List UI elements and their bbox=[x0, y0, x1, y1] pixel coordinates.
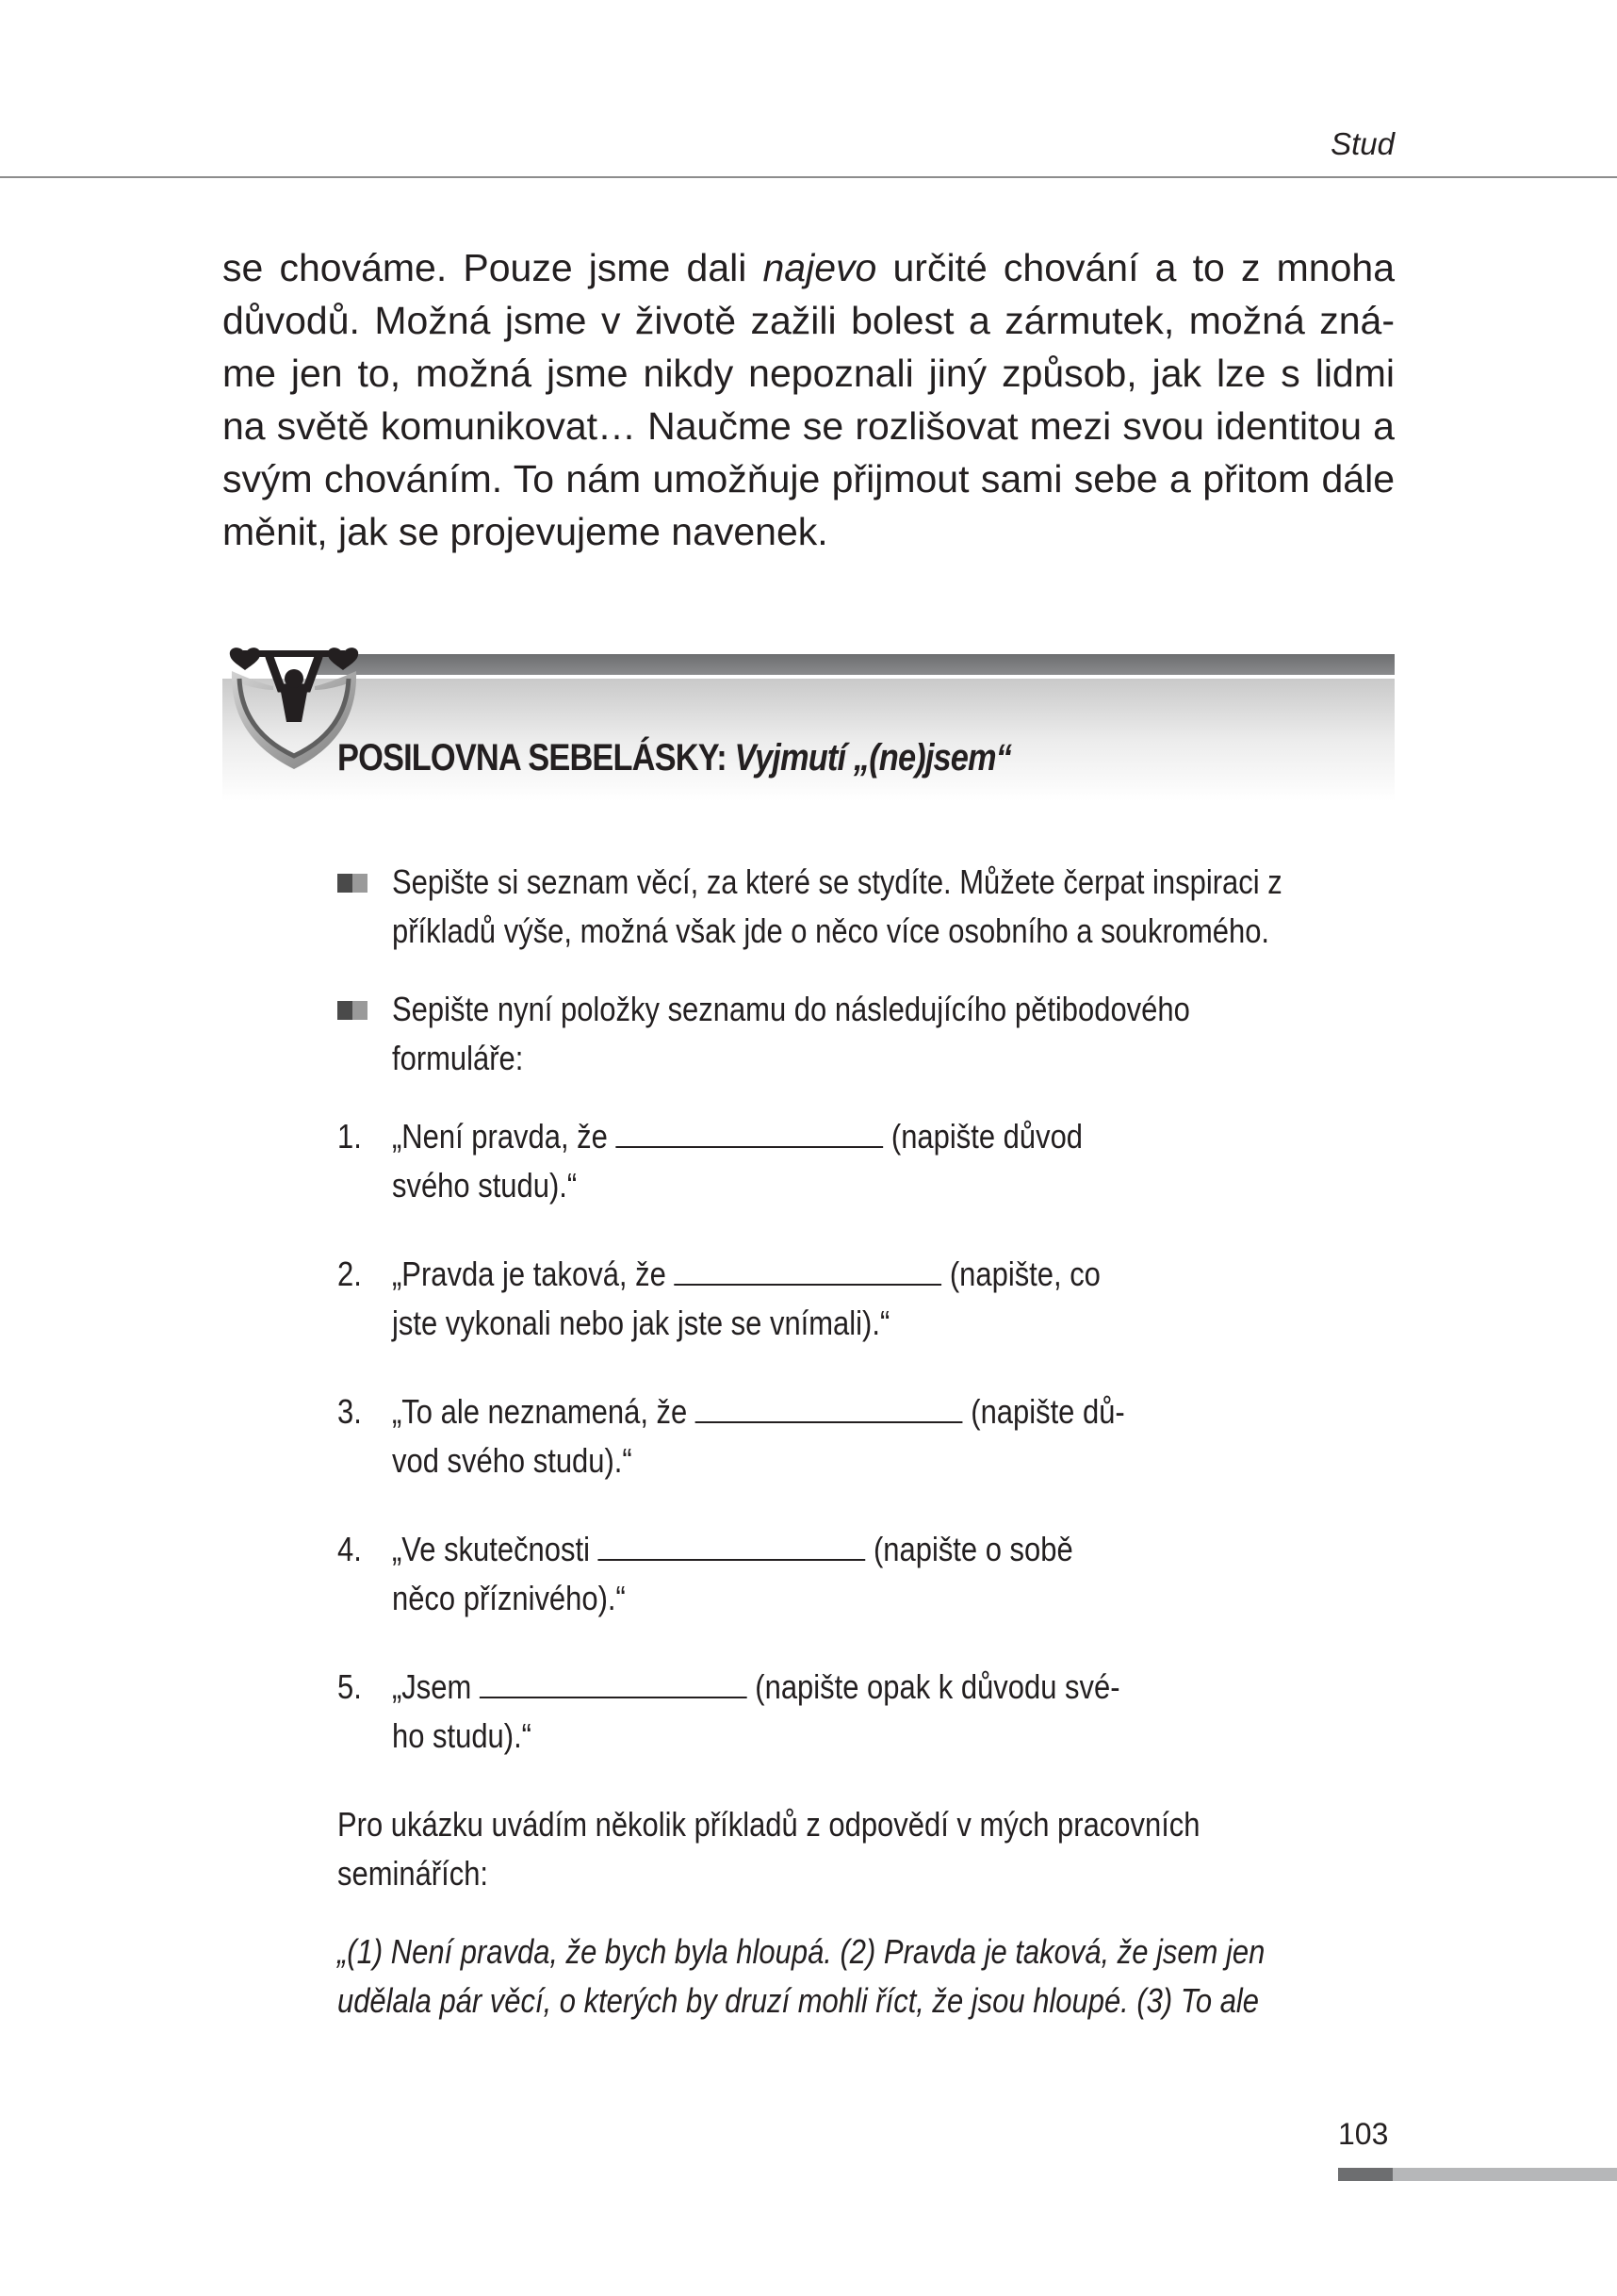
form-item-continuation: jste vykonali nebo jak jste se vnímali).“ bbox=[392, 1304, 890, 1342]
form-item bbox=[337, 1112, 1283, 1210]
answer-blank[interactable] bbox=[695, 1389, 963, 1423]
exercise-title-subtitle: Vyjmutí „(ne)jsem“ bbox=[734, 737, 1012, 779]
answer-blank[interactable] bbox=[615, 1114, 883, 1148]
form-item-number: 4. bbox=[337, 1530, 362, 1568]
exercise-title bbox=[337, 737, 1011, 779]
form-item bbox=[337, 1663, 1283, 1761]
bullet-item bbox=[337, 985, 1283, 1083]
answer-blank[interactable] bbox=[480, 1665, 747, 1698]
form-item-prefix: „To ale neznamená, že bbox=[392, 1392, 688, 1431]
example-quote: „(1) Není pravda, že bych byla hloupá. (2) Pravda je taková, že jsem jen udělala pár věcí, o kterých by druzí mohli říct, že jsou hloupé. (3) To ale bbox=[337, 1932, 1266, 2020]
body-paragraph bbox=[222, 241, 1395, 558]
form-item-continuation: ho studu).“ bbox=[392, 1716, 532, 1755]
form-item-number: 5. bbox=[337, 1667, 362, 1706]
form-item-prefix: „Ve skutečnosti bbox=[392, 1530, 590, 1568]
form-item-prefix: „Není pravda, že bbox=[392, 1117, 608, 1156]
footer-bar-dark bbox=[1338, 2168, 1393, 2181]
bullet-text: Sepište nyní položky seznamu do následujícího pětibodového formuláře: bbox=[392, 990, 1190, 1077]
form-item-suffix: (napište o sobě bbox=[873, 1530, 1073, 1568]
form-item bbox=[337, 1250, 1283, 1348]
form-item-number: 1. bbox=[337, 1117, 362, 1156]
footer-bar-light bbox=[1393, 2168, 1617, 2181]
form-item bbox=[337, 1387, 1283, 1485]
form-item-suffix: (napište důvod bbox=[890, 1117, 1084, 1156]
form-item-prefix: „Jsem bbox=[392, 1667, 472, 1706]
header-rule bbox=[0, 176, 1617, 178]
form-item bbox=[337, 1525, 1283, 1623]
form-item-number: 2. bbox=[337, 1255, 362, 1293]
page-number: 103 bbox=[1338, 2117, 1389, 2151]
exercise-title-main: POSILOVNA SEBELÁSKY: bbox=[337, 737, 727, 779]
form-item-continuation: něco příznivého).“ bbox=[392, 1579, 626, 1617]
form-item-suffix: (napište, co bbox=[949, 1255, 1101, 1293]
examples-intro: Pro ukázku uvádím několik příkladů z odpovědí v mých pracovních seminářích: bbox=[337, 1805, 1200, 1893]
bullet-square-icon bbox=[337, 1001, 368, 1020]
running-head: Stud bbox=[1331, 126, 1395, 161]
exercise-banner bbox=[222, 650, 1395, 801]
exercise-body bbox=[337, 858, 1283, 2025]
banner-bar bbox=[317, 654, 1395, 675]
form-item-prefix: „Pravda je taková, že bbox=[392, 1255, 666, 1293]
form-item-suffix: (napište opak k důvodu své- bbox=[755, 1667, 1120, 1706]
body-text-start: se chováme. Pouze jsme dali bbox=[222, 246, 763, 289]
form-item-continuation: svého studu).“ bbox=[392, 1166, 578, 1205]
bullet-item bbox=[337, 858, 1283, 956]
answer-blank[interactable] bbox=[598, 1527, 866, 1561]
form-item-suffix: (napište dů- bbox=[971, 1392, 1125, 1431]
bullet-text: Sepište si seznam věcí, za které se stydíte. Můžete čerpat inspiraci z příkladů výše, možná však jde o něco více osobního a soukromého. bbox=[392, 862, 1282, 950]
answer-blank[interactable] bbox=[674, 1252, 941, 1286]
body-text-rest: určité chování a to z mnoha důvodů. Možná jsme v životě zažili bolest a zármutek, možná známe jen to, možná jsme nikdy nepoznali jiný způsob, jak lze s lidmi na světě komunikovat… Naučme se rozlišovat mezi svou identitou a svým chováním. To nám umožňuje přijmout sami sebe a přitom dále měnit, jak se projevujeme navenek. bbox=[222, 246, 1396, 553]
bullet-square-icon bbox=[337, 874, 368, 893]
form-item-continuation: vod svého studu).“ bbox=[392, 1441, 632, 1480]
body-text-emphasis: najevo bbox=[762, 246, 877, 289]
form-item-number: 3. bbox=[337, 1392, 362, 1431]
